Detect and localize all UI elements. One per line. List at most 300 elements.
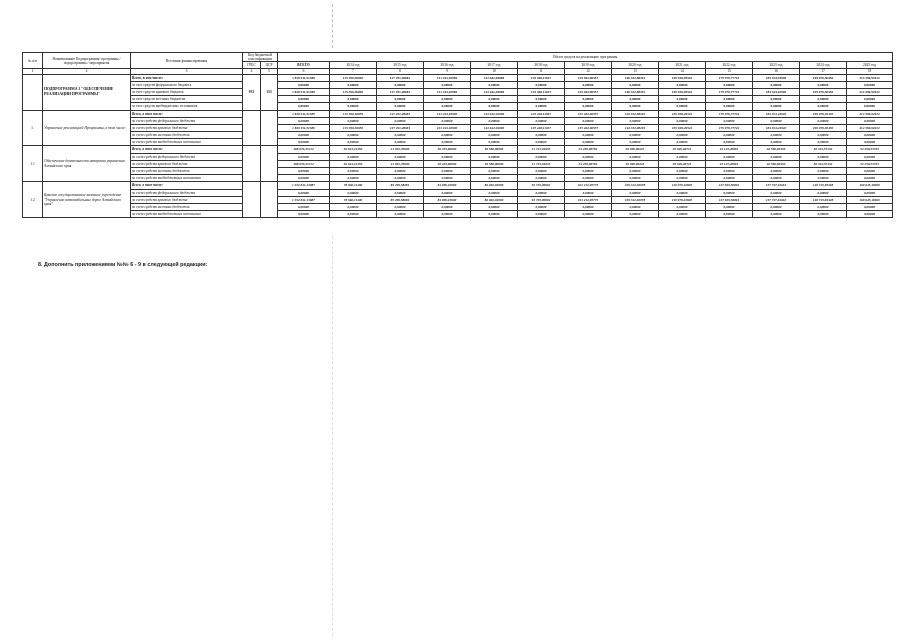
year-value: 0,00000: [612, 103, 659, 110]
year-value: 121 243,10900: [424, 110, 471, 117]
year-value: 0,00000: [847, 139, 893, 146]
year-value: 0,00000: [847, 96, 893, 103]
year-value: 0,00000: [565, 189, 612, 196]
year-value: 0,00000: [518, 81, 565, 88]
year-value: 0,00000: [424, 153, 471, 160]
year-value: 0,00000: [753, 189, 800, 196]
year-value: 121 243,10900: [424, 74, 471, 81]
year-value: 0,00000: [424, 103, 471, 110]
year-value: 31 713,01635: [518, 146, 565, 153]
year-value: 0,00000: [659, 189, 706, 196]
year-value: 0,00000: [518, 211, 565, 218]
column-index-cell: 5: [261, 69, 278, 74]
year-value: 0,00000: [330, 189, 377, 196]
year-value: 0,00000: [565, 132, 612, 139]
year-value: 0,00000: [659, 211, 706, 218]
total-value: 0,00000: [278, 168, 330, 175]
year-value: 46 596,82330: [753, 146, 800, 153]
year-value: 127 291,28681: [377, 110, 424, 117]
year-value: 184 324,43940: [753, 110, 800, 117]
year-value: 0,00000: [565, 203, 612, 210]
table-row: [23, 146, 893, 153]
year-value: 0,00000: [706, 96, 753, 103]
year-value: 0,00000: [753, 175, 800, 182]
year-value: 160 645,40969: [847, 182, 893, 189]
year-value: 0,00000: [518, 189, 565, 196]
year-value: 86 062,04000: [471, 182, 518, 189]
total-value: 0,00000: [278, 117, 330, 124]
funding-source: за счет средств внебюджетных источников: [131, 139, 243, 146]
year-value: 0,00000: [424, 203, 471, 210]
year-value: 0,00000: [800, 96, 847, 103]
funding-source: за счет средств федерального бюджета: [131, 153, 243, 160]
year-value: 36 233,60000: [424, 146, 471, 153]
header-budget-code: Код бюджетной классификации: [243, 53, 278, 62]
year-value: 0,00000: [377, 117, 424, 124]
csr-code: [261, 146, 278, 182]
year-value: 0,00000: [471, 103, 518, 110]
year-value: 115 390,36050: [330, 88, 377, 95]
year-value: 0,00000: [377, 168, 424, 175]
year-value: 78 666,11400: [330, 182, 377, 189]
header-year: 2023 год: [753, 62, 800, 69]
year-value: 39 949,26721: [659, 146, 706, 153]
funding-source: за счет средств федерального бюджета: [131, 189, 243, 196]
year-value: 0,00000: [612, 139, 659, 146]
grbs-code: [243, 110, 261, 146]
year-value: 0,00000: [471, 96, 518, 103]
header-year: 2015 год: [377, 62, 424, 69]
year-value: 0,00000: [424, 96, 471, 103]
table-row: [23, 153, 893, 160]
year-value: 121 243,10900: [424, 88, 471, 95]
table-row: [23, 175, 893, 182]
year-value: 39 949,26721: [659, 160, 706, 167]
funding-source: за счет средств внебюджетных источников: [131, 103, 243, 110]
year-value: 43 145,20861: [706, 160, 753, 167]
year-value: 146 332,08201: [612, 124, 659, 131]
year-value: 54 350,53703: [847, 146, 893, 153]
year-value: 0,00000: [565, 175, 612, 182]
table-row: [23, 74, 893, 81]
year-value: 159 928,49542: [659, 74, 706, 81]
year-value: 0,00000: [847, 203, 893, 210]
header-name: Наименование Подпрограммы/ программы / подпрограммы / мероприятия: [43, 53, 131, 69]
year-value: 0,00000: [424, 81, 471, 88]
total-value: 0,00000: [278, 175, 330, 182]
year-value: 0,00000: [518, 168, 565, 175]
column-index-cell: 2: [43, 69, 131, 74]
table-row: [23, 203, 893, 210]
header-year: 2024 год: [800, 62, 847, 69]
year-value: 0,00000: [424, 189, 471, 196]
total-value: 0,00000: [278, 211, 330, 218]
year-value: 0,00000: [471, 175, 518, 182]
funding-source: за счет средств краевого бюджета: [131, 88, 243, 95]
header-year: 2022 год: [706, 62, 753, 69]
year-value: 179 970,77722: [706, 88, 753, 95]
year-value: 199 070,30450: [800, 74, 847, 81]
year-value: 127 291,28681: [377, 124, 424, 131]
year-value: 159 928,49542: [659, 88, 706, 95]
year-value: 0,00000: [800, 103, 847, 110]
year-value: 93 735,09994: [518, 196, 565, 203]
header-source: Источник финансирования: [131, 53, 243, 69]
csr-code: 153: [261, 74, 278, 110]
row-number: 1.2: [23, 182, 43, 218]
header-year: 2021 год: [659, 62, 706, 69]
year-value: 0,00000: [471, 168, 518, 175]
table-row: [23, 139, 893, 146]
funding-source: за счет средств федерального бюджета: [131, 117, 243, 124]
year-value: 0,00000: [800, 81, 847, 88]
year-value: 0,00000: [565, 117, 612, 124]
funding-source: за счет средств местных бюджетов: [131, 132, 243, 139]
table-row: [23, 103, 893, 110]
year-value: 0,00000: [377, 175, 424, 182]
header-grbs: ГРБС: [243, 62, 261, 69]
year-value: 0,00000: [800, 132, 847, 139]
year-value: 125 448,11637: [518, 110, 565, 117]
year-value: 0,00000: [565, 81, 612, 88]
year-value: 0,00000: [706, 175, 753, 182]
year-value: 0,00000: [612, 168, 659, 175]
year-value: 0,00000: [518, 117, 565, 124]
year-value: 46 596,82330: [753, 160, 800, 167]
row-number: 1.1: [23, 146, 43, 182]
year-value: 54 350,53703: [847, 160, 893, 167]
csr-code: [261, 182, 278, 218]
year-value: 0,00000: [659, 117, 706, 124]
year-value: 0,00000: [612, 153, 659, 160]
row-number: 1.: [23, 110, 43, 146]
grbs-code: [243, 146, 261, 182]
year-value: 0,00000: [424, 132, 471, 139]
total-value: 488 070,37412: [278, 160, 330, 167]
funding-source: за счет средств федерального бюджета: [131, 81, 243, 88]
year-value: 0,00000: [424, 211, 471, 218]
year-value: 0,00000: [706, 81, 753, 88]
year-value: 0,00000: [753, 203, 800, 210]
year-value: 0,00000: [565, 153, 612, 160]
year-value: 214 596,92612: [847, 110, 893, 117]
year-value: 0,00000: [330, 211, 377, 218]
year-value: 184 324,43940: [753, 124, 800, 131]
column-index-cell: 6: [278, 69, 330, 74]
total-value: 0,00000: [278, 189, 330, 196]
year-value: 0,00000: [706, 203, 753, 210]
row-number: [23, 74, 43, 110]
year-value: 127 291,28681: [377, 74, 424, 81]
funding-source: за счет средств местных бюджетов: [131, 203, 243, 210]
year-value: 41 991,70000: [377, 160, 424, 167]
year-value: 0,00000: [377, 132, 424, 139]
program-name: Управление реализацией Программы, в том числе:: [43, 110, 131, 146]
header-year: 2018 год: [518, 62, 565, 69]
year-value: 0,00000: [659, 139, 706, 146]
year-value: 0,00000: [847, 153, 893, 160]
year-value: 0,00000: [330, 139, 377, 146]
year-value: 179 970,77722: [706, 74, 753, 81]
funding-source: за счет средств краевого бюджета: [131, 196, 243, 203]
year-value: 0,00000: [424, 117, 471, 124]
year-value: 0,00000: [753, 168, 800, 175]
year-value: 0,00000: [330, 103, 377, 110]
table-row: [23, 96, 893, 103]
year-value: 0,00000: [847, 132, 893, 139]
table-row: [23, 211, 893, 218]
year-value: 0,00000: [471, 153, 518, 160]
header-year: 2016 год: [424, 62, 471, 69]
column-index-cell: 8: [377, 69, 424, 74]
year-value: 0,00000: [612, 175, 659, 182]
year-value: 135 462,96557: [565, 110, 612, 117]
year-value: 0,00000: [706, 103, 753, 110]
year-value: 159 928,49542: [659, 110, 706, 117]
year-value: 125 448,11637: [518, 88, 565, 95]
year-value: 199 070,30450: [800, 88, 847, 95]
year-value: 0,00000: [471, 81, 518, 88]
year-value: 0,00000: [612, 211, 659, 218]
year-value: 127 825,56861: [706, 196, 753, 203]
year-value: 184 324,43940: [753, 74, 800, 81]
total-value: 0,00000: [278, 139, 330, 146]
year-value: 0,00000: [565, 96, 612, 103]
funding-source: Всего, в том числе:: [131, 74, 243, 81]
year-value: 0,00000: [800, 117, 847, 124]
year-value: 0,00000: [330, 117, 377, 124]
year-value: 0,00000: [706, 168, 753, 175]
year-value: 0,00000: [659, 103, 706, 110]
table-row: [23, 81, 893, 88]
column-index-cell: 10: [471, 69, 518, 74]
year-value: 146 332,08201: [612, 88, 659, 95]
year-value: 0,00000: [706, 117, 753, 124]
year-value: 0,00000: [612, 81, 659, 88]
header-year: 2025 год: [847, 62, 893, 69]
year-value: 119 979,22820: [659, 196, 706, 203]
year-value: 0,00000: [471, 211, 518, 218]
table-row: [23, 182, 893, 189]
column-index-cell: 16: [753, 69, 800, 74]
program-name: Краевое государственное казенное учреждение "Управление автомобильных дорог Алтайского края": [43, 182, 131, 218]
year-value: 31 713,01635: [518, 160, 565, 167]
year-value: 179 970,77722: [706, 110, 753, 117]
year-value: 0,00000: [471, 203, 518, 210]
year-value: 0,00000: [377, 153, 424, 160]
year-value: 34 250,00784: [565, 160, 612, 167]
year-value: 121 243,10900: [424, 124, 471, 131]
year-value: 36 624,12450: [330, 160, 377, 167]
year-value: 135 462,96557: [565, 124, 612, 131]
year-value: 0,00000: [753, 117, 800, 124]
column-index-cell: 9: [424, 69, 471, 74]
year-value: 0,00000: [800, 211, 847, 218]
total-value: 0,00000: [278, 81, 330, 88]
year-value: 127 291,28681: [377, 88, 424, 95]
year-value: 0,00000: [800, 175, 847, 182]
year-value: 0,00000: [518, 132, 565, 139]
year-value: 0,00000: [330, 153, 377, 160]
column-index-cell: 1: [23, 69, 43, 74]
year-value: 159 928,49542: [659, 124, 706, 131]
table-row: [23, 160, 893, 167]
header-total: ВСЕГО: [278, 62, 330, 69]
year-value: 0,00000: [753, 96, 800, 103]
year-value: 148 745,83328: [800, 182, 847, 189]
year-value: 0,00000: [847, 103, 893, 110]
year-value: 0,00000: [706, 132, 753, 139]
year-value: 36 624,12450: [330, 146, 377, 153]
column-index-cell: 3: [131, 69, 243, 74]
year-value: 146 332,08201: [612, 110, 659, 117]
funding-source: за счет средств местных бюджетов: [131, 96, 243, 103]
table-row: [23, 189, 893, 196]
year-value: 36 990,06223: [612, 160, 659, 167]
year-value: 0,00000: [612, 189, 659, 196]
year-value: 0,00000: [330, 81, 377, 88]
year-value: 0,00000: [847, 117, 893, 124]
grbs-code: [243, 182, 261, 218]
total-value: 1 820 911,51389: [278, 74, 330, 81]
year-value: 78 666,11400: [330, 196, 377, 203]
year-value: 0,00000: [330, 203, 377, 210]
column-index-cell: 17: [800, 69, 847, 74]
year-value: 0,00000: [330, 175, 377, 182]
total-value: 0,00000: [278, 96, 330, 103]
year-value: 0,00000: [518, 139, 565, 146]
year-value: 43 145,20861: [706, 146, 753, 153]
year-value: 0,00000: [471, 139, 518, 146]
year-value: 146 332,08201: [612, 74, 659, 81]
year-value: 0,00000: [659, 81, 706, 88]
year-value: 199 070,30450: [800, 124, 847, 131]
year-value: 119 979,22820: [659, 182, 706, 189]
year-value: 0,00000: [800, 203, 847, 210]
year-value: 135 462,96557: [565, 74, 612, 81]
year-value: 0,00000: [706, 211, 753, 218]
year-value: 0,00000: [377, 81, 424, 88]
page-fold-line: [332, 4, 333, 48]
year-value: 0,00000: [330, 96, 377, 103]
table-row: [23, 196, 893, 203]
funding-source: Всего, в том числе:: [131, 146, 243, 153]
year-value: 109 342,02078: [612, 196, 659, 203]
year-value: 0,00000: [330, 132, 377, 139]
year-value: 0,00000: [424, 139, 471, 146]
year-value: 0,00000: [659, 153, 706, 160]
year-value: 0,00000: [800, 139, 847, 146]
year-value: 101 212,95773: [565, 182, 612, 189]
year-value: 0,00000: [800, 153, 847, 160]
column-index-cell: 11: [518, 69, 565, 74]
year-value: 0,00000: [706, 153, 753, 160]
year-value: 0,00000: [518, 203, 565, 210]
year-value: 122 642,04000: [471, 88, 518, 95]
year-value: 125 448,11637: [518, 124, 565, 131]
year-value: 0,00000: [706, 139, 753, 146]
year-value: 0,00000: [847, 189, 893, 196]
year-value: 0,00000: [377, 203, 424, 210]
year-value: 199 070,30450: [800, 110, 847, 117]
year-value: 41 991,70000: [377, 146, 424, 153]
header-year: 2014 год: [330, 62, 377, 69]
program-name: ПОДПРОГРАММА 3 "ОБЕСПЕЧЕНИЕ РЕАЛИЗАЦИИ ПРОГРАММЫ": [43, 74, 131, 110]
year-value: 101 212,95773: [565, 196, 612, 203]
year-value: 0,00000: [753, 211, 800, 218]
table-row: [23, 110, 893, 117]
year-value: 0,00000: [424, 168, 471, 175]
year-value: 85 299,58681: [377, 196, 424, 203]
funding-source: за счет средств местных бюджетов: [131, 168, 243, 175]
year-value: 0,00000: [753, 139, 800, 146]
year-value: 50 324,57132: [800, 146, 847, 153]
year-value: 0,00000: [565, 211, 612, 218]
funding-source: Всего, в том числе:: [131, 182, 243, 189]
year-value: 179 970,77722: [706, 124, 753, 131]
year-value: 0,00000: [471, 132, 518, 139]
year-value: 214 596,92612: [847, 74, 893, 81]
year-value: 34 250,00784: [565, 146, 612, 153]
total-value: 1 820 911,51389: [278, 88, 330, 95]
column-index-cell: 14: [659, 69, 706, 74]
year-value: 0,00000: [753, 132, 800, 139]
year-value: 0,00000: [377, 96, 424, 103]
year-value: 0,00000: [518, 153, 565, 160]
year-value: 0,00000: [612, 203, 659, 210]
total-value: 0,00000: [278, 132, 330, 139]
funding-source: Всего, в том числе:: [131, 110, 243, 117]
year-value: 0,00000: [753, 81, 800, 88]
year-value: 0,00000: [518, 103, 565, 110]
year-value: 148 745,83328: [800, 196, 847, 203]
total-value: 1 332 841,13987: [278, 182, 330, 189]
grbs-code: 933: [243, 74, 261, 110]
column-index-cell: 12: [565, 69, 612, 74]
header-num: № п/п: [23, 53, 43, 69]
year-value: 160 645,40969: [847, 196, 893, 203]
total-value: 1 332 841,13987: [278, 196, 330, 203]
year-value: 0,00000: [565, 139, 612, 146]
year-value: 122 642,04000: [471, 74, 518, 81]
year-value: 0,00000: [847, 175, 893, 182]
page-fold-line-lower: [332, 236, 333, 636]
year-value: 122 642,04000: [471, 124, 518, 131]
table-row: [23, 117, 893, 124]
year-value: 0,00000: [706, 189, 753, 196]
year-value: 0,00000: [565, 168, 612, 175]
year-value: 0,00000: [847, 81, 893, 88]
year-value: 0,00000: [659, 175, 706, 182]
column-index-cell: 15: [706, 69, 753, 74]
column-index-cell: 4: [243, 69, 261, 74]
funding-source: за счет средств внебюджетных источников: [131, 211, 243, 218]
table-row: [23, 124, 893, 131]
year-value: 115 390,36050: [330, 110, 377, 117]
funding-source: за счет средств внебюджетных источников: [131, 175, 243, 182]
program-funding-table: [22, 52, 893, 218]
year-value: 36 580,00000: [471, 146, 518, 153]
csr-code: [261, 110, 278, 146]
year-value: 93 735,09994: [518, 182, 565, 189]
header-year: 2020 год: [612, 62, 659, 69]
year-value: 127 825,56861: [706, 182, 753, 189]
year-value: 137 727,61610: [753, 196, 800, 203]
year-value: 0,00000: [377, 139, 424, 146]
year-value: 0,00000: [800, 189, 847, 196]
year-value: 0,00000: [659, 96, 706, 103]
year-value: 0,00000: [377, 211, 424, 218]
